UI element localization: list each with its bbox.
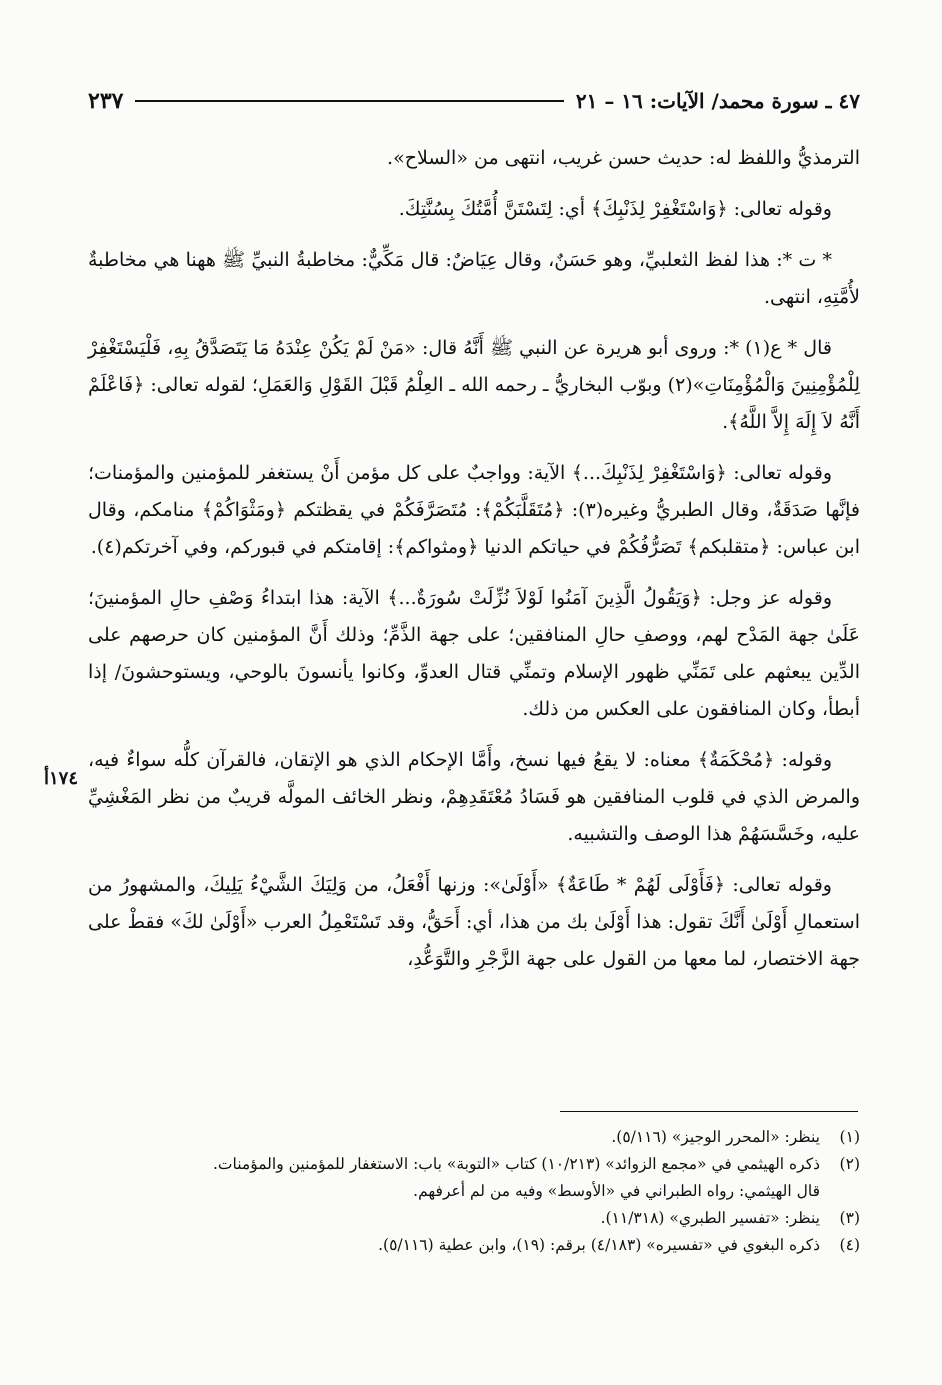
paragraph: وقوله: ﴿مُحْكَمَةٌ﴾ معناه: لا يقعُ فيها نسخ، وأَمَّا الإحكام الذي هو الإتقان، فالقرآن كلُّه سواءٌ فيه، والمرض الذي في قلوب المنافقين هو فَسَادُ مُعْتَقَدِهِمْ، ونظر الخائف المولَّه قريبٌ من نظر المَغْشِيِّ عليه، وخَسَّسَهُمْ هذا الوصف والتشبيه. [88,749,860,845]
footnote-number: (٣) [839,1209,860,1227]
paragraph: وقوله تعالى: ﴿وَاسْتَغْفِرْ لِذَنْبِكَ﴾ أي: لِتَسْتَنَّ أُمَّتُكَ بِسُنَّتِكَ. [398,198,832,220]
footnote-text: ينظر: «تفسير الطبري» (١١/٣١٨). [600,1209,820,1227]
main-text [88,140,860,992]
paragraph: وقوله عز وجل: ﴿وَيَقُولُ الَّذِينَ آمَنُوا لَوْلاَ نُزِّلَتْ سُورَةٌ...﴾ الآية: هذا ابتداءُ وَصْفِ حالِ المؤمنينَ؛ عَلَىٰ جهة المَدْح لهم، ووصفِ حالِ المنافقين؛ على جهة الذَّمِّ؛ وذلك أَنَّ المؤمنين كان حرصهم على الدِّين يبعثهم على تَمَنِّي ظهور الإسلام وتمنِّي قتال العدوِّ، وكانوا يأنسونَ بالوحي، ويستوحشونَ/ إذا أبطأ، وكان المنافقون على العكس من ذلك. [88,587,860,720]
paragraph: الترمذيُّ واللفظ له: حديث حسن غريب، انتهى من «السلاح». [387,147,860,169]
running-header [88,86,860,116]
paragraph: قال * ع(١) *: وروى أبو هريرة عن النبي ﷺ أَنَّهُ قال: «مَنْ لَمْ يَكُنْ عِنْدَهُ مَا يَتَصَدَّقُ بِهِ، فَلْيَسْتَغْفِرْ لِلْمُؤْمِنِينَ وَالْمُؤْمِنَاتِ»(٢) وبوّب البخاريُّ ـ رحمه الله ـ العِلْمُ قَبْلَ القَوْلِ وَالعَمَلِ؛ لقوله تعالى: ﴿فَاعْلَمْ أَنَّهُ لاَ إِلَهَ إِلاَّ اللَّهُ﴾. [88,337,860,433]
footnote-text: ينظر: «المحرر الوجيز» (٥/١١٦). [611,1128,820,1146]
paragraph: وقوله تعالى: ﴿وَاسْتَغْفِرْ لِذَنْبِكَ...﴾ الآية: وواجبٌ على كل مؤمن أَنْ يستغفر للمؤمنين والمؤمنات؛ فإنَّها صَدَقَةٌ، وقال الطبريُّ وغيره(٣): ﴿مُتَقَلَّبَكُمْ﴾: مُتَصَرَّفَكُمْ في يقظتكم ﴿ومَثْوَاكُمْ﴾ منامكم، وقال ابن عباس: ﴿متقلبكم﴾ تَصَرُّفُكُمْ في حياتكم الدنيا ﴿ومثواكم﴾: إقامتكم في قبوركم، وفي آخرتكم(٤). [88,462,860,558]
footnote [88,1205,860,1232]
footnotes [88,1124,860,1259]
footnote-continuation: قال الهيثمي: رواه الطبراني في «الأوسط» وفيه من لم أعرفهم. [413,1182,820,1200]
footnote-number: (٤) [839,1236,860,1254]
header-rule [135,100,563,102]
page-number: ٢٣٧ [88,88,124,114]
paragraph: * ت *: هذا لفظ الثعلبيِّ، وهو حَسَنٌ، وقال عِيَاضٌ: قال مَكِّيٌّ: مخاطبةُ النبيِّ ﷺ ههنا هي مخاطبةٌ لأُمَّتِهِ، انتهى. [88,249,860,308]
paragraph: وقوله تعالى: ﴿فَأَوْلَى لَهُمْ * طَاعَةٌ﴾ «أَوْلَىٰ»: وزنها أَفْعَلُ، من وَلِيَكَ الشَّيْءُ يَلِيكَ، والمشهورُ من استعمالِ أَوْلَىٰ أَنَّكَ تقول: هذا أَوْلَىٰ بك من هذا، أي: أَحَقُّ، وقد تَسْتَعْمِلُ العرب «أَوْلَىٰ لكَ» فقطْ على جهة الاختصار، لما معها من القول على جهة الزَّجْرِ والتَّوَعُّدِ، [88,874,860,970]
footnote-text: ذكره البغوي في «تفسيره» (٤/١٨٣) برقم: (١٩)، وابن عطية (٥/١١٦). [378,1236,820,1254]
footnote-number: (١) [839,1128,860,1146]
footnote-text: ذكره الهيثمي في «مجمع الزوائد» (١٠/٢١٣) كتاب «التوبة» باب: الاستغفار للمؤمنين والمؤمنات. [212,1155,820,1173]
manuscript-folio-marker: ١٧٤أ [44,768,79,789]
footnote [88,1151,860,1178]
footnote-separator [560,1111,858,1112]
footnote [88,1124,860,1151]
header-title: ٤٧ ـ سورة محمد/ الآيات: ١٦ – ٢١ [575,89,860,113]
footnote-number: (٢) [839,1155,860,1173]
footnote [88,1232,860,1259]
